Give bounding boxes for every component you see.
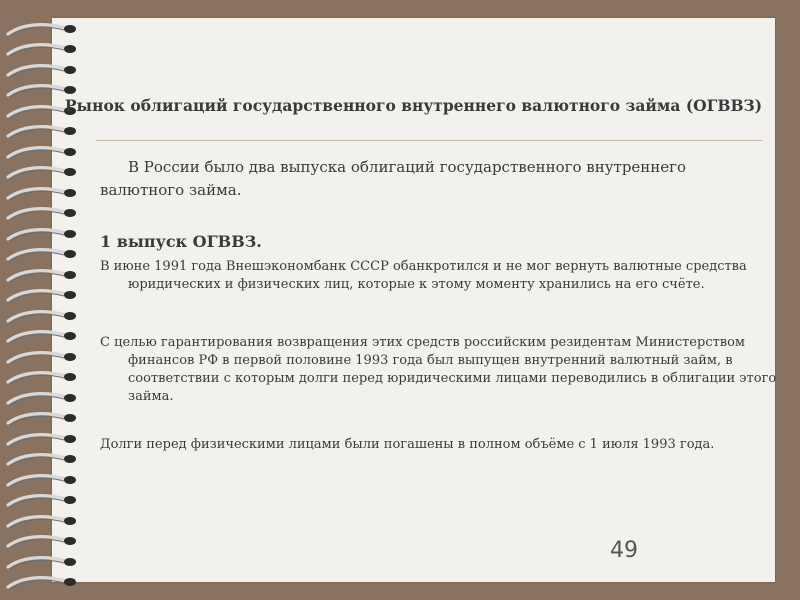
spiral-ring xyxy=(8,455,76,466)
spiral-ring xyxy=(8,250,76,261)
paragraph-3: Долги перед физическими лицами были погашены в полном объёме с 1 июля 1993 года. xyxy=(100,437,715,452)
spiral-ring xyxy=(8,209,76,220)
spiral-ring xyxy=(8,537,76,548)
page-number: 49 xyxy=(610,538,638,563)
title-divider xyxy=(96,140,762,141)
spiral-ring xyxy=(8,394,76,405)
spiral-ring xyxy=(8,353,76,364)
slide-title: Рынок облигаций государственного внутреннего валютного займа (ОГВВЗ) xyxy=(64,96,763,115)
spiral-ring xyxy=(8,148,76,159)
spiral-ring xyxy=(8,476,76,487)
spiral-ring xyxy=(8,291,76,302)
spiral-ring xyxy=(8,373,76,384)
spiral-ring xyxy=(8,271,76,282)
spiral-ring xyxy=(8,578,76,589)
spiral-ring xyxy=(8,66,76,77)
spiral-ring xyxy=(8,332,76,343)
spiral-ring xyxy=(8,25,76,36)
spiral-ring xyxy=(8,312,76,323)
paragraph-2: С целью гарантирования возвращения этих средств российским резидентам Министерством финансов РФ в первой половине 1993 года был выпущен внутренний валютный займ, в соответствии с которым долги перед юридическими лицами переводились в облигации этого займа. xyxy=(100,335,777,404)
spiral-ring xyxy=(8,558,76,569)
spiral-ring xyxy=(8,189,76,200)
spiral-ring xyxy=(8,127,76,138)
spiral-ring xyxy=(8,414,76,425)
spiral-ring xyxy=(8,496,76,507)
intro-text: В России было два выпуска облигаций государственного внутреннего валютного займа. xyxy=(100,158,687,199)
spiral-binding xyxy=(0,0,100,600)
spiral-ring xyxy=(8,230,76,241)
spiral-ring xyxy=(8,45,76,56)
spiral-ring xyxy=(8,517,76,528)
section-heading: 1 выпуск ОГВВЗ. xyxy=(100,232,262,251)
spiral-ring xyxy=(8,168,76,179)
spiral-ring xyxy=(8,435,76,446)
paragraph-1: В июне 1991 года Внешэкономбанк СССР обанкротился и не мог вернуть валютные средства юридических и физических лиц, которые к этому моменту хранились на его счёте. xyxy=(100,259,747,292)
